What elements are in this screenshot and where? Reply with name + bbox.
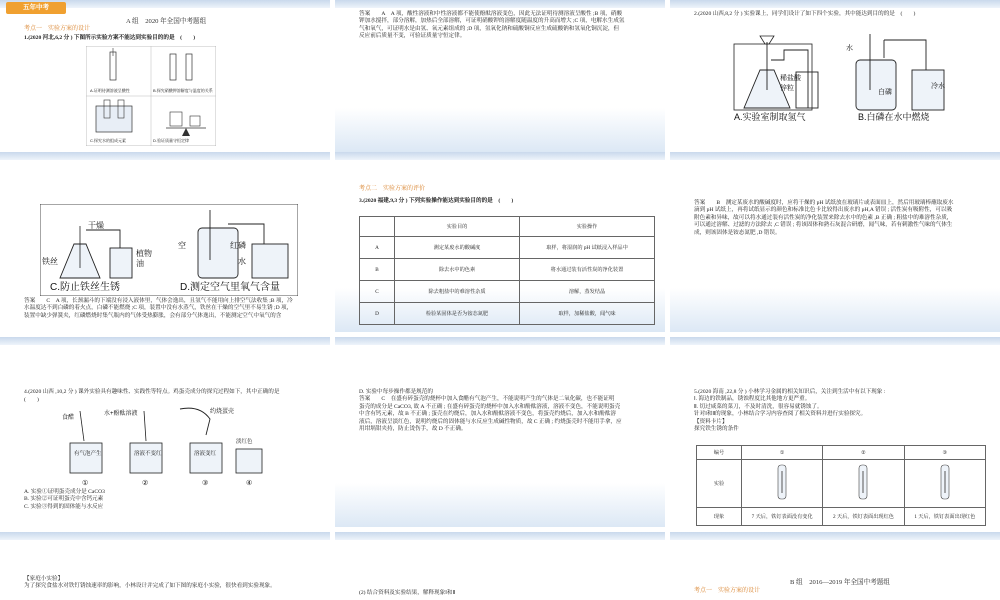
caption-a: A.实验室制取氢气 xyxy=(734,112,806,122)
slide-footer-band xyxy=(335,108,665,152)
caption-d: D.验证质量守恒定律 xyxy=(153,138,189,143)
group-title: B 组 2016—2019 年全国中考题组 xyxy=(790,579,891,586)
option-b[interactable]: B. 实验②可证明蛋壳中含钙元素 xyxy=(24,496,104,503)
label-cold-water: 冷水 xyxy=(931,83,945,90)
slide-11[interactable] xyxy=(335,532,665,600)
options-list xyxy=(24,489,105,511)
answer-line: 反应前后质量不变，可验证质量守恒定律。 xyxy=(359,33,466,40)
question-line: 【资料卡片】 xyxy=(694,418,728,425)
table-cell: 1 天后，铁钉表面出现红色 xyxy=(904,508,985,526)
caption-c: C.探究水的组成元素 xyxy=(90,138,126,143)
table-cell: 2 天后，铁钉表面出现红色 xyxy=(823,508,904,526)
label-water-phenol: 水+酚酞溶液 xyxy=(104,411,138,417)
label-light-red: 淡红色 xyxy=(236,439,253,445)
table-cell: A xyxy=(360,237,395,259)
slide-12[interactable] xyxy=(670,532,1000,600)
label-bubbles: 有气泡产生 xyxy=(74,451,102,457)
label-water: 水 xyxy=(846,45,853,52)
table-cell: 7 天后，铁钉表面没有变化 xyxy=(742,508,823,526)
label-no-red: 溶液不变红 xyxy=(134,451,162,457)
options-table xyxy=(359,216,655,325)
answer-text xyxy=(359,11,659,41)
answer-line: 水温度达不到白磷的着火点，白磷不能燃烧 ;C 项，装置中没有水蒸气，铁丝在干燥的空气里不易生锈 ;D 项， xyxy=(24,305,293,312)
answer-line: 答案 A A 项，酸性溶液和中性溶液都不能使酚酞溶液变色，因此无法证明待测溶液呈酸性 ;B 项，硝酸 xyxy=(359,11,623,17)
question-text: 3.(2020 福建,9,3 分 ) 下列实验操作能达到实验目的的是 ( ) xyxy=(359,198,514,204)
step-2: ② xyxy=(142,479,149,487)
table-cell: 除去水中的色素 xyxy=(395,259,520,281)
group-title: A 组 2020 年全国中考题组 xyxy=(126,18,207,25)
label-burnt-shell: 约烧蛋壳 xyxy=(210,409,235,415)
label-red-p: 红磷 xyxy=(230,241,246,250)
question-line: 探究铁生锈的条件 xyxy=(694,425,739,432)
caption-d: D.测定空气里氧气含量 xyxy=(180,282,280,293)
step-3: ③ xyxy=(202,479,209,487)
slide-header-band xyxy=(0,152,330,160)
label-white-p: 白磷 xyxy=(878,89,892,96)
answer-text xyxy=(694,200,994,237)
logo-badge: 五年中考 xyxy=(6,2,66,14)
table-header: ① xyxy=(742,446,823,460)
experiment-figure xyxy=(726,20,956,124)
caption-a: A.证明待测溶液呈酸性 xyxy=(90,88,130,93)
question-text xyxy=(24,576,324,591)
table-cell: 除去粗盐中的难溶性杂质 xyxy=(395,281,520,303)
label-oil: 植物 xyxy=(136,249,152,258)
answer-text xyxy=(359,389,659,433)
question-blank: ( ) xyxy=(24,397,39,403)
answer-line: 答案 C A 项，长颈漏斗的下端没有浸入液体里，气体会逸出，且氢气不能用向上排空气法收集 ;B 项，冷 xyxy=(24,298,293,304)
tube-image xyxy=(904,460,985,508)
answer-line: 中含有钙元素，故 B 不正确 ; 蛋壳在约烧后，加入水和酚酞溶液不变色，将蛋壳约烧后，加入水和酚酞溶 xyxy=(359,411,617,418)
section-point: 考点二 实验方案的评价 xyxy=(359,186,426,192)
answer-line: 成，则该固体是铵态氮肥 ,D 错误。 xyxy=(694,229,781,236)
slide-1[interactable] xyxy=(0,0,330,152)
table-cell: 溶解，蒸发结晶 xyxy=(520,281,655,303)
label-hcl: 稀盐酸 xyxy=(780,75,801,82)
answer-line: 滴到 pH 试纸上，再将试纸显示的颜色和标准比色卡比较得出废水的 pH,A 错误 ; 活性炭有吸附性，可以吸 xyxy=(694,207,953,214)
table-cell: 取样，将湿润的 pH 试纸浸入样品中 xyxy=(520,237,655,259)
question-line: 【家庭小实验】 xyxy=(24,576,64,582)
label-dry-air: 干燥 xyxy=(88,221,104,230)
slide-header-band xyxy=(670,0,1000,8)
slide-7[interactable] xyxy=(0,337,330,527)
question-line: (2) 结合资料及实验结果，解释现象Ⅰ和Ⅱ xyxy=(359,590,456,596)
answer-line: 液后，溶液呈淡红色，说明约烧后的固体能与水反应生成碱性物质，故 C 正确 ; 约烧蛋壳时不能用手拿，应 xyxy=(359,418,622,425)
slide-4[interactable] xyxy=(0,152,330,332)
option-c[interactable]: C. 实验③得到的固体能与水反应 xyxy=(24,503,104,510)
experiment-figure xyxy=(40,204,298,296)
table-cell: B xyxy=(360,259,395,281)
option-a[interactable]: A. 实验①证明蛋壳成分是 CaCO3 xyxy=(24,489,105,495)
question-text: 4.(2020 山西 ,10,2 分 ) 课外实验具有趣味性、实践性等特点。鸡蛋壳成分的探究过程如下，其中正确的是 xyxy=(24,389,280,395)
step-4: ④ xyxy=(246,479,253,487)
slide-header-band xyxy=(335,337,665,345)
table-cell: D xyxy=(360,303,395,325)
answer-line: 气和氧气，可证明水是由氢、氧元素组成的 ;D 项，氢氧化钠和硫酸铜反应生成硫酸钠和氢氧化铜沉淀，但 xyxy=(359,25,620,32)
label-red: 溶液变红 xyxy=(194,451,217,457)
option-d: D. 实验中每步操作都是规范的 xyxy=(359,389,433,395)
slide-9[interactable] xyxy=(670,337,1000,527)
caption-b: B.白磷在水中燃烧 xyxy=(858,112,930,122)
table-header: ③ xyxy=(904,446,985,460)
rust-table xyxy=(696,445,986,526)
question-line: Ⅱ. 切过咸菜的菜刀，不及时清洗，很容易就锈蚀了。 xyxy=(694,403,823,410)
slide-header-band xyxy=(670,152,1000,160)
experiment-figure xyxy=(60,405,270,489)
answer-line: 可以通过溶解、过滤的方法除去 ,C 错误 ; 将该固体和熟石灰混合研磨，闻气味，若有刺激性气味的气体生 xyxy=(694,222,953,229)
question-text xyxy=(694,389,994,433)
question-line: 为了探究食盐水对铁钉锈蚀速率的影响，小林设计并完成了如下图的家庭小实验，很快看到实验现象。 xyxy=(24,583,276,590)
answer-line: 答案 B 测定某废水的酸碱度时，应将干燥的 pH 试纸放在玻璃片或表面皿上，然后用玻璃棒蘸取废水 xyxy=(694,200,954,206)
step-1: ① xyxy=(82,479,89,487)
label-vinegar: 食醋 xyxy=(62,415,75,421)
answer-line: 附色素和异味，故可以将水通过装有活性炭的净化装置来除去水中的色素 ,B 正确 ; 粗盐中的难溶性杂质， xyxy=(694,214,953,221)
section-point: 考点一 实验方案的设计 xyxy=(24,26,91,32)
slide-header-band xyxy=(335,532,665,540)
slide-footer-band xyxy=(670,288,1000,332)
slide-header-band xyxy=(670,532,1000,540)
table-row-label: 现象 xyxy=(697,508,742,526)
table-cell: C xyxy=(360,281,395,303)
table-cell: 测定某废水的酸碱度 xyxy=(395,237,520,259)
table-header: 编号 xyxy=(697,446,742,460)
label-zinc: 锌粒 xyxy=(780,85,794,92)
answer-text xyxy=(24,298,324,320)
label-oil2: 油 xyxy=(136,259,144,268)
slide-8[interactable] xyxy=(335,337,665,527)
table-header: ② xyxy=(823,446,904,460)
table-row-label: 实验 xyxy=(697,460,742,508)
question-text: 2.(2020 山西,8,2 分 ) 实验课上，同学们设计了如下四个实验，其中能达到目的的是 ( ) xyxy=(694,11,916,17)
slide-footer-band xyxy=(335,483,665,527)
section-point: 考点一 实验方案的设计 xyxy=(694,588,761,594)
slide-5[interactable] xyxy=(335,152,665,332)
slide-3[interactable] xyxy=(670,0,1000,152)
answer-line: 蛋壳的成分是 CaCO3, 故 A 不正确 ; 在盛有碎蛋壳的烧杯中加入水和酚酞溶液，溶液不变色，不能说明蛋壳 xyxy=(359,403,621,410)
table-cell: 将水通过装有活性炭的净化装置 xyxy=(520,259,655,281)
slide-10[interactable] xyxy=(0,532,330,600)
caption-b: B.探究硝酸钾溶解度与温度的关系 xyxy=(153,88,213,93)
slide-6[interactable] xyxy=(670,152,1000,332)
table-header: 实验操作 xyxy=(520,217,655,237)
experiment-figure xyxy=(86,46,216,146)
table-cell: 检验某固体是否为铵态氮肥 xyxy=(395,303,520,325)
tube-image xyxy=(823,460,904,508)
question-line: 针对Ⅰ和Ⅱ的现象，小林结合学习内容查阅了相关资料并进行实验探究。 xyxy=(694,411,867,418)
question-line: 5.(2020 海南 ,22,8 分 ) 小林学习金属的相关知识后，关注到生活中有以下现象 : xyxy=(694,389,886,395)
label-air: 空 xyxy=(178,241,186,250)
slide-header-band xyxy=(0,532,330,540)
table-header xyxy=(360,217,395,237)
question-text: 1.(2020 河北,6,2 分 ) 下图所示实验方案不能达到实验目的的是 ( ) xyxy=(24,35,196,41)
answer-line: 答案 C 在盛有碎蛋壳的烧杯中加入食醋有气泡产生，不能说明产生的气体是二氧化碳，也不能证明 xyxy=(359,396,615,403)
label-water: 水 xyxy=(238,257,246,266)
table-cell: 取样，加稀盐酸，闻气味 xyxy=(520,303,655,325)
table-header: 实验目的 xyxy=(395,217,520,237)
question-line: Ⅰ. 海边的铁制品，锈蚀程度比其他地方更严重。 xyxy=(694,396,811,403)
slide-header-band xyxy=(335,152,665,160)
slide-2[interactable] xyxy=(335,0,665,152)
slide-header-band xyxy=(335,0,665,8)
tube-image xyxy=(742,460,823,508)
answer-line: 装置中缺少弹簧夹，红磷燃烧时集气瓶内的气体受热膨胀，会有部分气体逸出，不能测定空气中氧气的含 xyxy=(24,312,282,319)
slide-header-band xyxy=(670,337,1000,345)
label-iron-wire: 铁丝 xyxy=(42,257,58,266)
answer-line: 钾加水搅拌，部分溶解，加热后全部溶解，可证明硝酸钾的溶解度随温度的升高而增大 ;C 项，电解水生成氢 xyxy=(359,18,625,25)
answer-line: 用坩埚钳夹持，防止烫伤手，故 D 不正确。 xyxy=(359,425,467,432)
caption-c: C.防止铁丝生锈 xyxy=(50,282,120,293)
slide-header-band xyxy=(0,337,330,345)
